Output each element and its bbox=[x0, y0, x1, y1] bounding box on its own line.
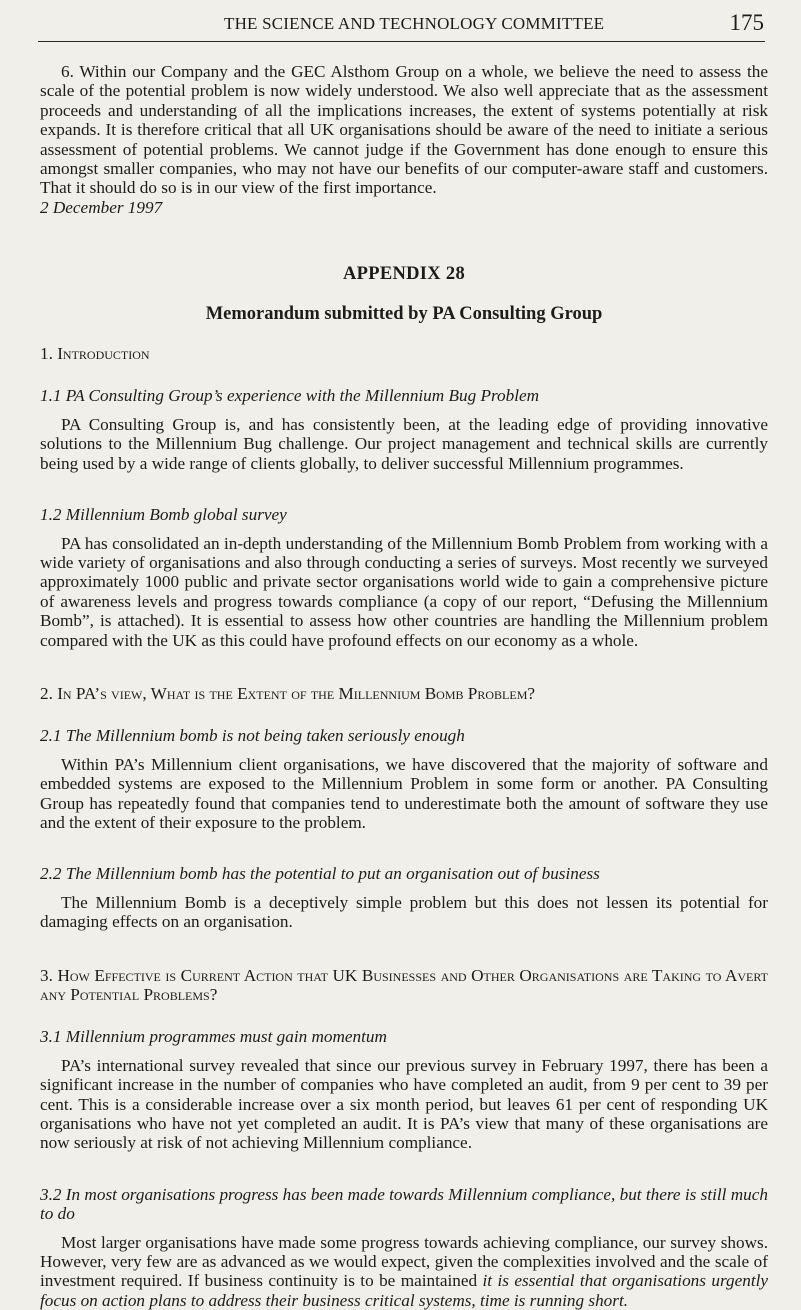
subsection-text-2-2: The Millennium Bomb is a deceptively simple problem but this does not lessen its potential for damaging effects on an organisation. bbox=[40, 892, 768, 932]
subsection-heading-2-2: 2.2 The Millennium bomb has the potential to put an organisation out of business bbox=[40, 864, 600, 884]
subsection-text-3-1: PA’s international survey revealed that since our previous survey in February 1997, there has been a significant increase in the number of companies who have completed an audit, from 9 per cent to 39 per cent. This is a considerable increase over a six month period, but leaves 61 per cent of responding UK organisations who have not yet completed an audit. It is PA’s view that many of these organisations are now seriously at risk of not achieving Millennium compliance. bbox=[40, 1055, 768, 1153]
section-number: 1. bbox=[40, 344, 53, 364]
section-number: 2. bbox=[40, 683, 53, 703]
subsection-text-1-1: PA Consulting Group is, and has consistently been, at the leading edge of providing innovative solutions to the Millennium Bug challenge. Our project management and technical skills are currently being used by a wide range of clients globally, to deliver successful Millennium programmes. bbox=[40, 414, 768, 473]
subsection-heading-1-1: 1.1 PA Consulting Group’s experience with the Millennium Bug Problem bbox=[40, 386, 540, 406]
appendix-title: APPENDIX 28 bbox=[342, 264, 465, 285]
header-rule bbox=[38, 41, 765, 42]
memorandum-title: Memorandum submitted by PA Consulting Group bbox=[205, 303, 603, 324]
document-body bbox=[40, 62, 768, 1310]
section-number: 3. bbox=[40, 965, 53, 985]
section-heading-1 bbox=[40, 344, 768, 363]
subsection-text-3-2 bbox=[40, 1233, 768, 1310]
section-title: Introduction bbox=[57, 344, 150, 364]
section-title: In PA’s view, What is the Extent of the Millennium Bomb Problem? bbox=[57, 683, 535, 703]
memo-date: 2 December 1997 bbox=[40, 197, 163, 217]
section-heading-3 bbox=[40, 966, 768, 1005]
subsection-heading-1-2: 1.2 Millennium Bomb global survey bbox=[40, 505, 287, 525]
subsection-text-2-1: Within PA’s Millennium client organisations, we have discovered that the majority of software and embedded systems are exposed to the Millennium Problem in some form or another. PA Consulting Group has repeatedly found that companies tend to underestimate both the amount of software they use and the extent of their exposure to the problem. bbox=[40, 754, 768, 832]
section-title: How Effective is Current Action that UK Businesses and Other Organisations are Taking to Avert any Potential Problems? bbox=[40, 965, 768, 1004]
subsection-heading-3-1: 3.1 Millennium programmes must gain momentum bbox=[40, 1027, 387, 1047]
page-number: 175 bbox=[729, 10, 764, 35]
subsection-heading-3-2: 3.2 In most organisations progress has been made towards Millennium compliance, but there is still much to do bbox=[40, 1184, 768, 1224]
subsection-text-3-2-plain: Most larger organisations have made some progress towards achieving compliance, our survey shows. However, very few are as advanced as we would expect, given the complexities involved and the scale of investment required. If business continuity is to be maintained bbox=[40, 1232, 768, 1291]
running-title: THE SCIENCE AND TECHNOLOGY COMMITTEE bbox=[224, 14, 605, 33]
section-heading-2 bbox=[40, 684, 768, 703]
paragraph-6: 6. Within our Company and the GEC Alsthom Group on a whole, we believe the need to assess the scale of the potential problem is now widely understood. We also well appreciate that as the assessment proceeds and understanding of all the implications increases, the extent of systems potentially at risk expands. It is therefore critical that all UK organisations should be aware of the need to initiate a serious assessment of potential problems. We cannot judge if the Government has done enough to ensure this amongst smaller companies, who may not have our benefits of our computer-aware staff and customers. That it should do so is in our view of the first importance. bbox=[40, 62, 768, 198]
subsection-text-1-2: PA has consolidated an in-depth understanding of the Millennium Bomb Problem from working with a wide variety of organisations and also through conducting a series of surveys. Most recently we surveyed approximately 1000 public and private sector organisations world wide to gain a comprehensive picture of awareness levels and progress towards compliance (a copy of our report, “Defusing the Millennium Bomb”, is attached). It is essential to assess how other countries are handling the Millennium problem compared with the UK as this could have profound effects on our economy as a whole. bbox=[40, 533, 768, 650]
subsection-heading-2-1: 2.1 The Millennium bomb is not being taken seriously enough bbox=[40, 726, 465, 746]
running-header bbox=[224, 10, 764, 38]
subsection-text-3-2-emphasis: it is essential that organisations urgently focus on action plans to address their business critical systems, time is running short. bbox=[40, 1271, 769, 1310]
